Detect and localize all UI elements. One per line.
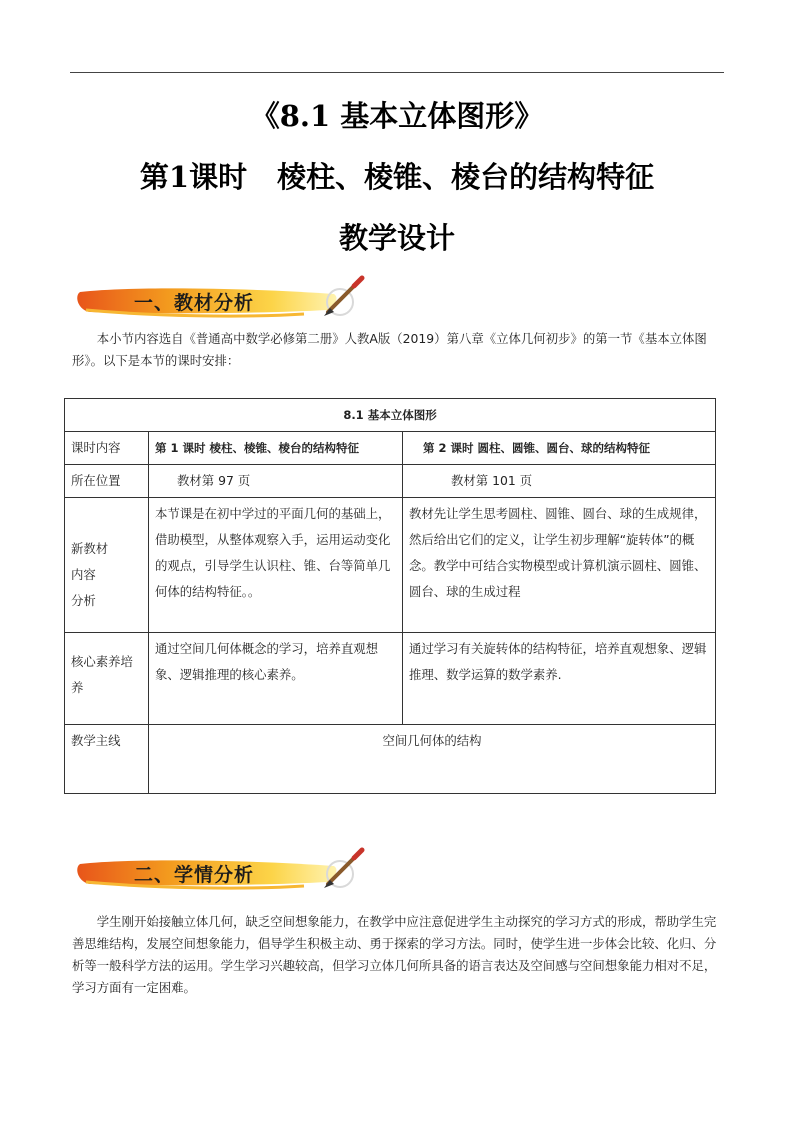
row-label-mainline: 教学主线 xyxy=(65,725,149,794)
lesson-topic: 棱柱、棱锥、棱台的结构特征 xyxy=(277,160,655,194)
location-1-cell: 教材第 97 页 xyxy=(149,465,403,498)
row-label-location: 所在位置 xyxy=(65,465,149,498)
section-banner-student-analysis xyxy=(72,852,372,896)
student-analysis-paragraph: 学生刚开始接触立体几何，缺乏空间想象能力，在教学中应注意促进学生主动探究的学习方式的形成，帮助学生完善思维结构，发展空间想象能力，倡导学生积极主动、勇于探索的学习方法。同时，使学生进一步体会比较、化归、分析等一般科学方法的运用。学生学习兴趣较高，但学习立体几何所具备的语言表达及空间感与空间想象能力相对不足，学习方面有一定困难。 xyxy=(72,914,717,995)
lesson-schedule-table xyxy=(64,398,716,794)
analysis-label-line1: 新教材 xyxy=(71,541,109,556)
intro-paragraph: 本小节内容选自《普通高中数学必修第二册》人教A版（2019）第八章《立体几何初步》的第一节《基本立体图形》。以下是本节的课时安排： xyxy=(72,331,707,368)
design-title: 教学设计 xyxy=(338,221,455,255)
paintbrush-icon xyxy=(318,846,368,892)
row-label-lesson: 课时内容 xyxy=(65,432,149,465)
location-2-cell: 教材第 101 页 xyxy=(403,465,716,498)
row-label-core: 核心素养培养 xyxy=(65,633,149,725)
row-label-analysis xyxy=(65,498,149,633)
analysis-2-cell: 教材先让学生思考圆柱、圆锥、圆台、球的生成规律，然后给出它们的定义，让学生初步理解“旋转体”的概念。教学中可结合实物模型或计算机演示圆柱、圆锥、圆台、球的生成过程 xyxy=(403,498,716,633)
mainline-cell: 空间几何体的结构 xyxy=(149,725,716,794)
paintbrush-icon xyxy=(318,274,368,320)
section-label: 二、学情分析 xyxy=(134,864,255,886)
section-label: 一、教材分析 xyxy=(134,292,255,314)
section-banner-textbook-analysis xyxy=(72,280,372,324)
core-1-cell: 通过空间几何体概念的学习，培养直观想象、逻辑推理的核心素养。 xyxy=(149,633,403,725)
lesson-1-cell: 第 1 课时 棱柱、棱锥、棱台的结构特征 xyxy=(149,432,403,465)
lesson-number: 第1课时 xyxy=(139,160,248,194)
analysis-1-cell: 本节课是在初中学过的平面几何的基础上，借助模型，从整体观察入手，运用运动变化的观点，引导学生认识柱、锥、台等简单几何体的结构特征。。 xyxy=(149,498,403,633)
lesson-2-cell: 第 2 课时 圆柱、圆锥、圆台、球的结构特征 xyxy=(403,432,716,465)
lesson-title xyxy=(0,157,794,197)
analysis-label-line2: 内容 xyxy=(71,567,96,582)
header-rule xyxy=(70,72,724,73)
analysis-label-line3: 分析 xyxy=(71,593,96,608)
table-caption: 8.1 基本立体图形 xyxy=(65,399,716,432)
core-2-cell: 通过学习有关旋转体的结构特征，培养直观想象、逻辑推理、数学运算的数学素养. xyxy=(403,633,716,725)
document-title: 《8.1 基本立体图形》 xyxy=(250,99,544,133)
